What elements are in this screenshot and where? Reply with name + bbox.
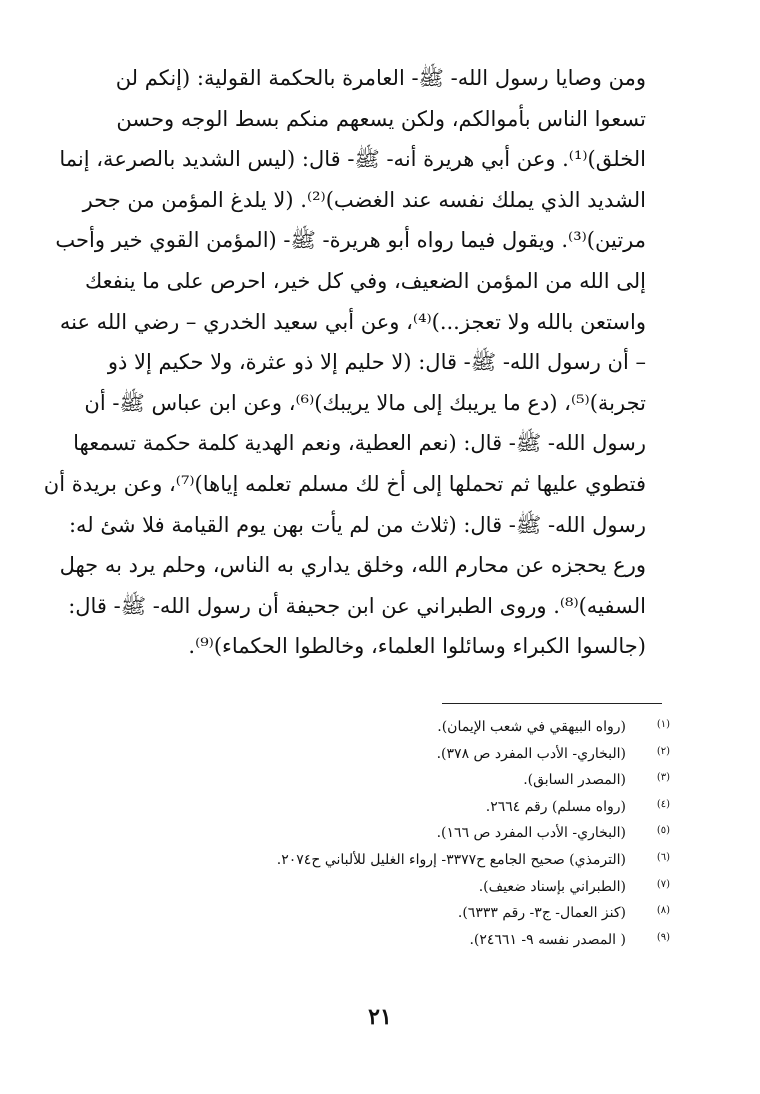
- footnote-text: (الطبراني بإسناد ضعيف).: [478, 878, 626, 895]
- text-line: إلى الله من المؤمن الضعيف، وفي كل خير، احرص على ما ينفعك: [84, 268, 646, 293]
- footnote-number: (٢): [656, 745, 670, 757]
- footnote: [120, 794, 670, 821]
- footnote: [120, 927, 670, 954]
- footnote-text: (البخاري- الأدب المفرد ص ١٦٦).: [436, 825, 626, 842]
- footnote-text: (المصدر السابق).: [523, 772, 626, 789]
- text-line: – أن رسول الله- ﷺ- قال: (لا حليم إلا ذو عثرة، ولا حكيم إلا ذو: [107, 350, 646, 375]
- text-line: تسعوا الناس بأموالكم، ولكن يسعهم منكم بسط الوجه وحسن: [116, 106, 646, 131]
- text-line: ورع يحجزه عن محارم الله، وخلق يداري به الناس، وحلم يرد به جهل: [59, 553, 646, 578]
- text-line: رسول الله- ﷺ- قال: (نعم العطية، ونعم الهدية كلمة حكمة تسمعها: [73, 431, 646, 456]
- main-text: [43, 58, 646, 667]
- text-line: ومن وصايا رسول الله- ﷺ- العامرة بالحكمة القولية: (إنكم لن: [115, 66, 646, 90]
- footnote-text: (البخاري- الأدب المفرد ص ٣٧٨).: [436, 745, 626, 762]
- footnote-number: (٥): [656, 825, 670, 837]
- footnote: [120, 714, 670, 741]
- footnote-text: (رواه البيهقي في شعب الإيمان).: [437, 719, 626, 735]
- footnote-number: (١): [656, 719, 670, 730]
- text-line: فتطوي عليها ثم تحملها إلى أخ لك مسلم تعلمه إياها)⁽⁷⁾، وعن بريدة أن: [43, 471, 646, 496]
- text-line: (جالسوا الكبراء وسائلوا العلماء، وخالطوا الحكماء)⁽⁹⁾.: [188, 634, 646, 659]
- text-line: مرتين)⁽³⁾. ويقول فيما رواه أبو هريرة- ﷺ- (المؤمن القوي خير وأحب: [55, 228, 646, 253]
- text-line: السفيه)⁽⁸⁾. وروى الطبراني عن ابن جحيفة أن رسول الله- ﷺ- قال:: [68, 593, 646, 618]
- footnote: [120, 820, 670, 847]
- footnote-number: (٩): [656, 931, 670, 943]
- footnotes: [120, 714, 670, 953]
- footnote: [120, 847, 670, 874]
- text-line: الشديد الذي يملك نفسه عند الغضب)⁽²⁾. (لا يلدغ المؤمن من جحر: [82, 187, 646, 212]
- footnote-number: (٦): [656, 851, 670, 863]
- footnote: [120, 874, 670, 901]
- text-line: رسول الله- ﷺ- قال: (ثلاث من لم يأت بهن يوم القيامة فلا شئ له:: [68, 512, 646, 537]
- footnote-number: (٧): [656, 878, 670, 890]
- page-number: ٢١: [368, 1004, 392, 1030]
- footnote-text: (كنز العمال- ج٣- رقم ٦٣٣٣).: [457, 905, 626, 922]
- footnote-number: (٤): [656, 798, 670, 810]
- footnote-number: (٣): [656, 772, 670, 784]
- footnote: [120, 767, 670, 794]
- text-line: تجربة)⁽⁵⁾، (دع ما يريبك إلى مالا يريبك)⁽⁶⁾، وعن ابن عباس ﷺ- أن: [84, 390, 646, 415]
- footnote-separator: [442, 703, 662, 704]
- text-line: الخلق)⁽¹⁾. وعن أبي هريرة أنه- ﷺ- قال: (ليس الشديد بالصرعة، إنما: [59, 147, 646, 172]
- footnote: [120, 741, 670, 768]
- footnote-text: (رواه مسلم) رقم ٢٦٦٤.: [485, 798, 626, 815]
- footnote: [120, 900, 670, 927]
- footnote-text: (الترمذي) صحيح الجامع ح٣٣٧٧- إرواء الغليل للألباني ح٢٠٧٤.: [276, 851, 626, 868]
- footnote-number: (٨): [656, 905, 670, 917]
- footnote-text: ( المصدر نفسه ٩- ٢٤٦٦١).: [469, 931, 626, 948]
- text-line: واستعن بالله ولا تعجز...)⁽⁴⁾، وعن أبي سعيد الخدري – رضي الله عنه: [59, 309, 646, 334]
